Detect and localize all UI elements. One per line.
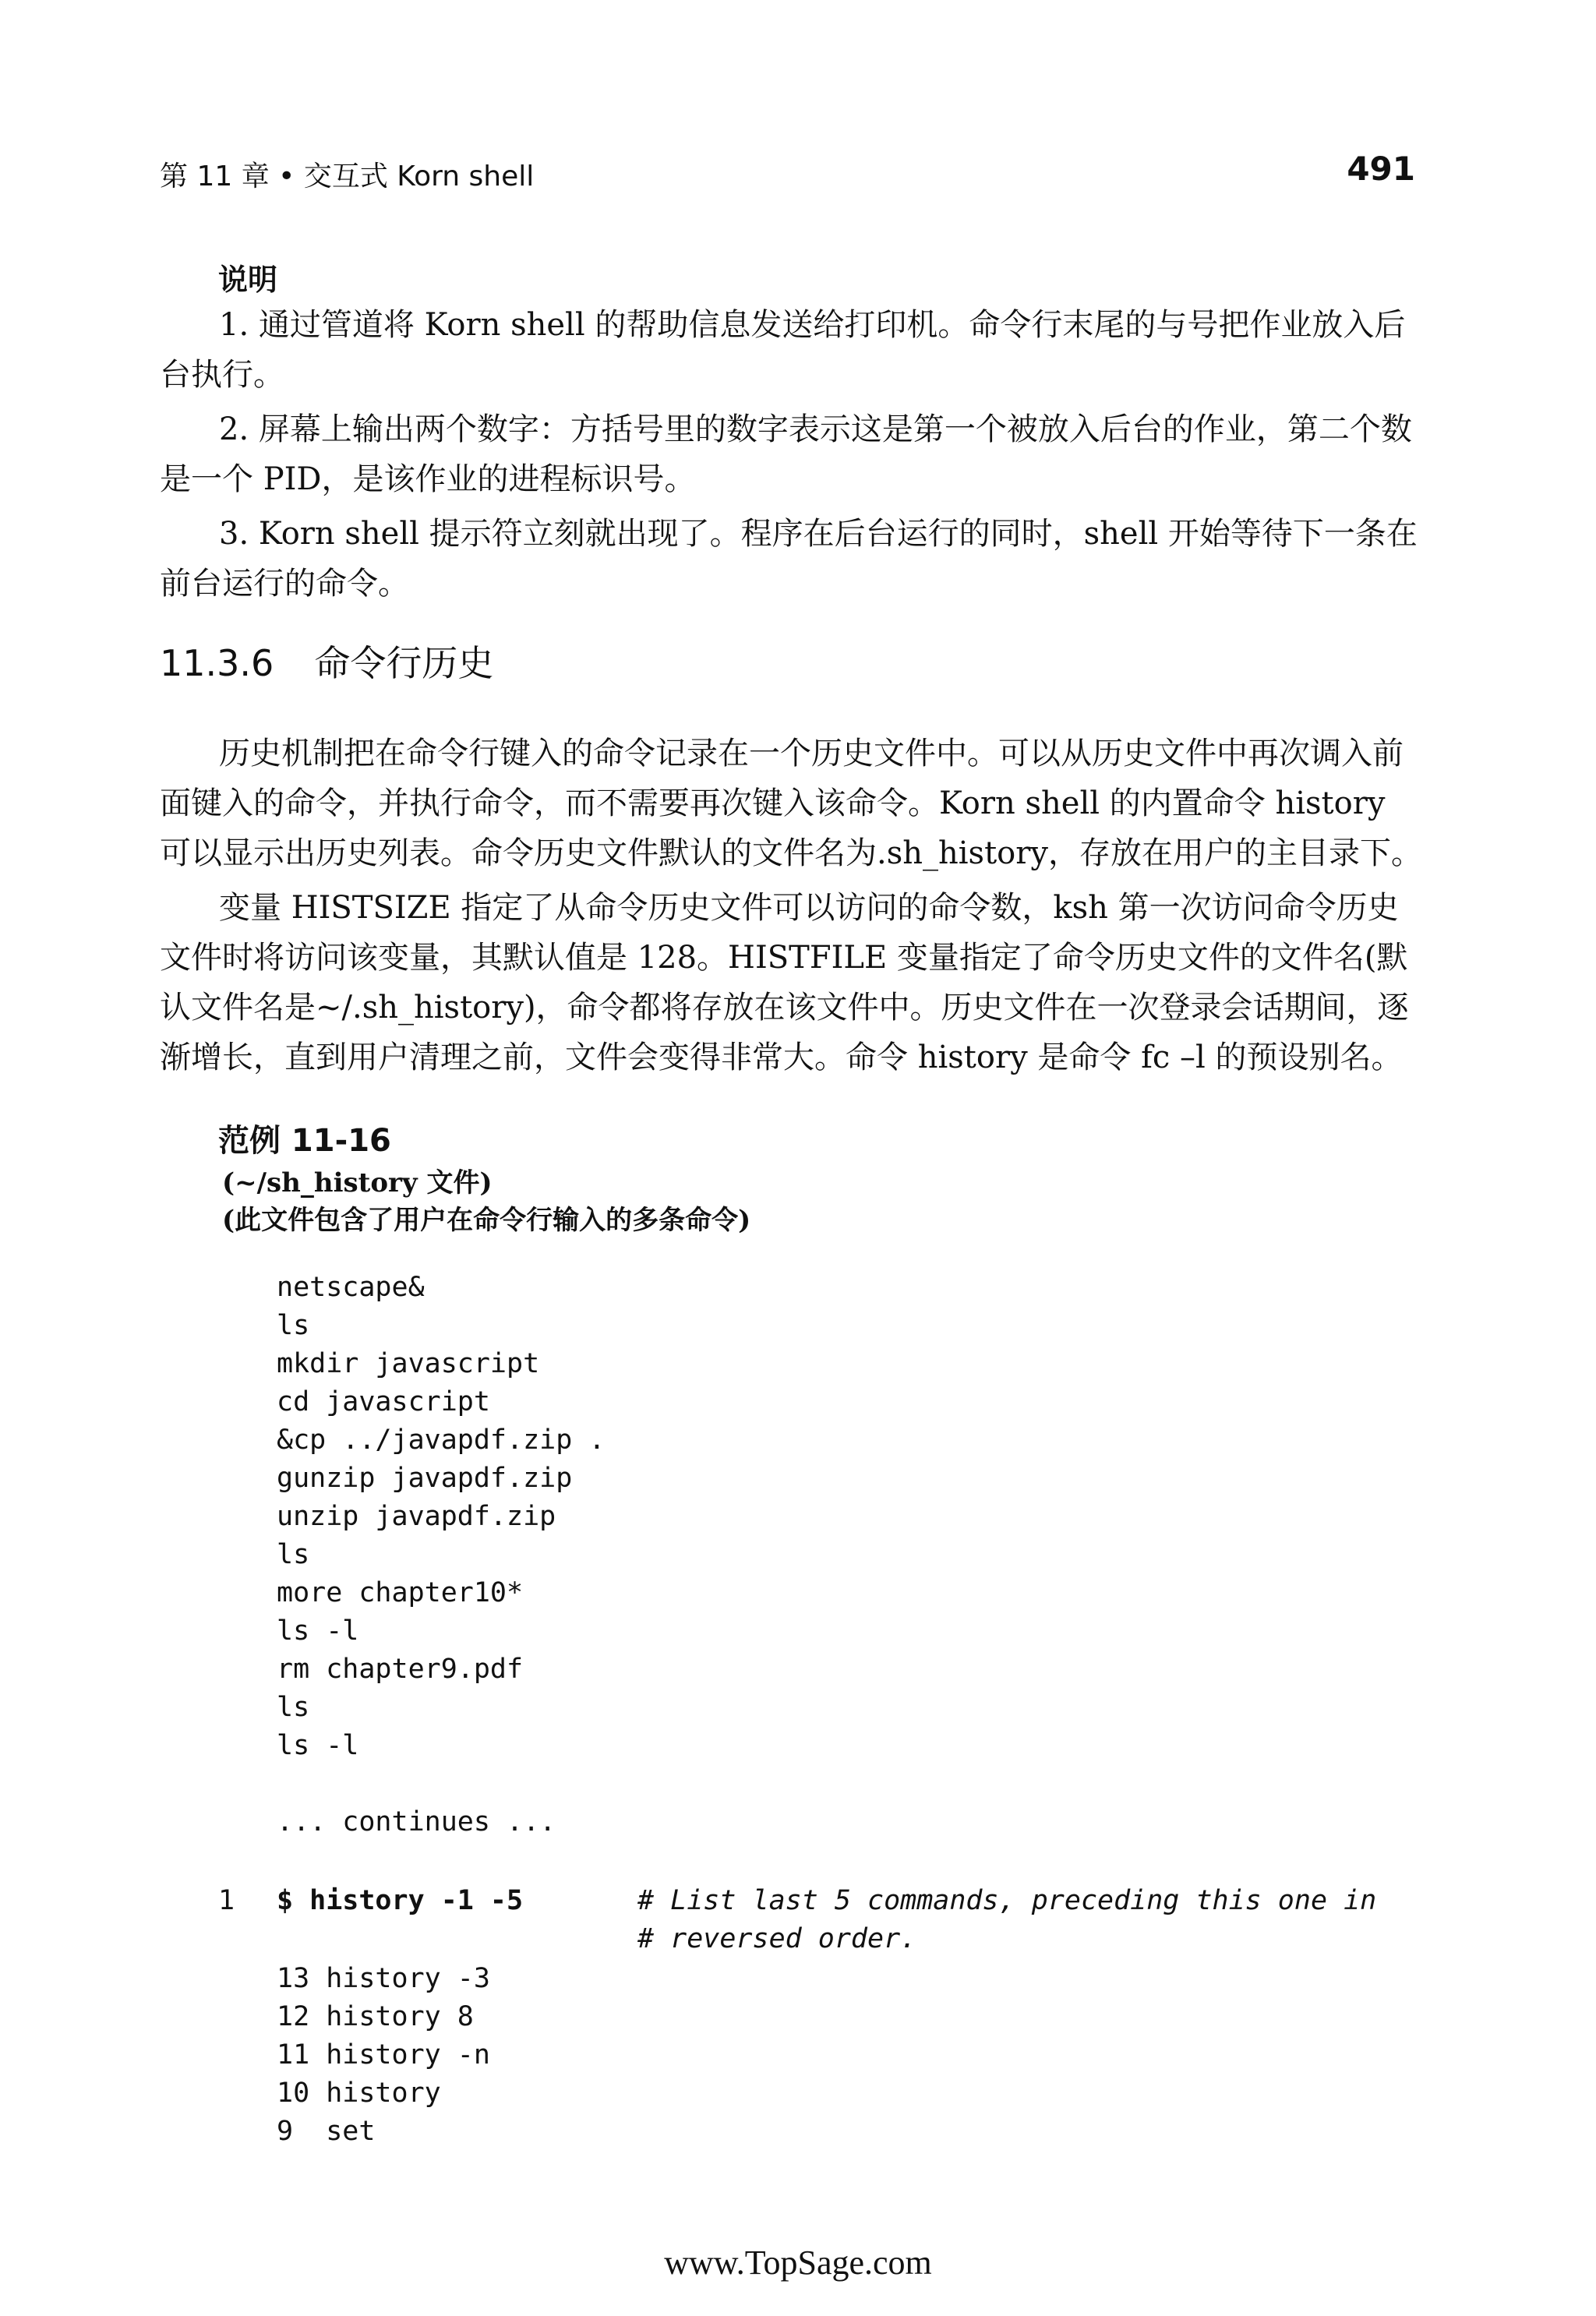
output-line: 13 history -3: [277, 1963, 490, 1994]
example-caption-desc: (此文件包含了用户在命令行输入的多条命令): [222, 1205, 751, 1236]
code-line: gunzip javapdf.zip: [277, 1463, 573, 1494]
command-text: $ history -1 -5: [277, 1885, 524, 1916]
code-line: cd javascript: [277, 1386, 490, 1417]
output-line: 12 history 8: [277, 2001, 474, 2032]
note-item-1: 1. 通过管道将 Korn shell 的帮助信息发送给打印机。命令行末尾的与号把作业放入后台执行。: [160, 307, 1406, 393]
section-body: [160, 729, 1422, 1087]
running-head: 第 11 章 • 交互式 Korn shell: [160, 161, 535, 192]
code-line: ls: [277, 1539, 310, 1570]
section-title: 命令行历史: [314, 642, 494, 684]
comment-line-1: # List last 5 commands, preceding this one in: [637, 1885, 1377, 1916]
section-heading: [160, 635, 493, 687]
code-line: more chapter10*: [277, 1577, 524, 1608]
page-number: 491: [1347, 150, 1415, 188]
code-line: netscape&: [277, 1272, 425, 1303]
code-line: mkdir javascript: [277, 1348, 540, 1379]
note-item-2: 2. 屏幕上输出两个数字：方括号里的数字表示这是第一个被放入后台的作业，第二个数是一个 PID，是该作业的进程标识号。: [160, 411, 1412, 497]
notes-title: 说明: [218, 262, 278, 297]
code-line: ls -l: [277, 1615, 359, 1647]
output-line: 9 set: [277, 2116, 376, 2147]
body-paragraph-1: 历史机制把在命令行键入的命令记录在一个历史文件中。可以从历史文件中再次调入前面键入的命令，并执行命令，而不需要再次键入该命令。Korn shell 的内置命令 history 可以显示出历史列表。命令历史文件默认的文件名为.sh_history，存放在用户的主目录下。: [160, 736, 1422, 871]
section-number: 11.3.6: [160, 642, 274, 684]
history-file-listing: [277, 1269, 605, 1841]
code-line: ls -l: [277, 1730, 359, 1761]
code-line: ls: [277, 1692, 310, 1723]
output-line: 11 history -n: [277, 2039, 490, 2071]
example-caption-file: (~/sh_history 文件): [222, 1167, 493, 1199]
code-line: &cp ../javapdf.zip .: [277, 1425, 606, 1456]
code-line: unzip javapdf.zip: [277, 1501, 556, 1532]
notes-list: [160, 300, 1422, 613]
code-line: ls: [277, 1310, 310, 1341]
command-comment: [637, 1882, 1417, 1958]
example-title: 范例 11-16: [218, 1123, 391, 1159]
code-spacer: [277, 1765, 605, 1803]
comment-line-2: # reversed order.: [637, 1923, 917, 1954]
output-line: 10 history: [277, 2078, 441, 2109]
history-output: [277, 1960, 490, 2151]
footer-url: www.TopSage.com: [664, 2244, 932, 2282]
code-line: rm chapter9.pdf: [277, 1654, 524, 1685]
command-step-number: 1: [218, 1885, 235, 1916]
body-paragraph-2: 变量 HISTSIZE 指定了从命令历史文件可以访问的命令数，ksh 第一次访问命令历史文件时将访问该变量，其默认值是 128。HISTFILE 变量指定了命令历史文件的文件名(默认文件名是~/.sh_history)，命令都将存放在该文件中。历史文件在一次登录会话期间，逐渐增长，直到用户清理之前，文件会变得非常大。命令 history 是命令 fc –l 的预设别名。: [160, 890, 1409, 1075]
note-item-3: 3. Korn shell 提示符立刻就出现了。程序在后台运行的同时，shell 开始等待下一条在前台运行的命令。: [160, 516, 1418, 602]
continues-line: ... continues ...: [277, 1806, 556, 1838]
